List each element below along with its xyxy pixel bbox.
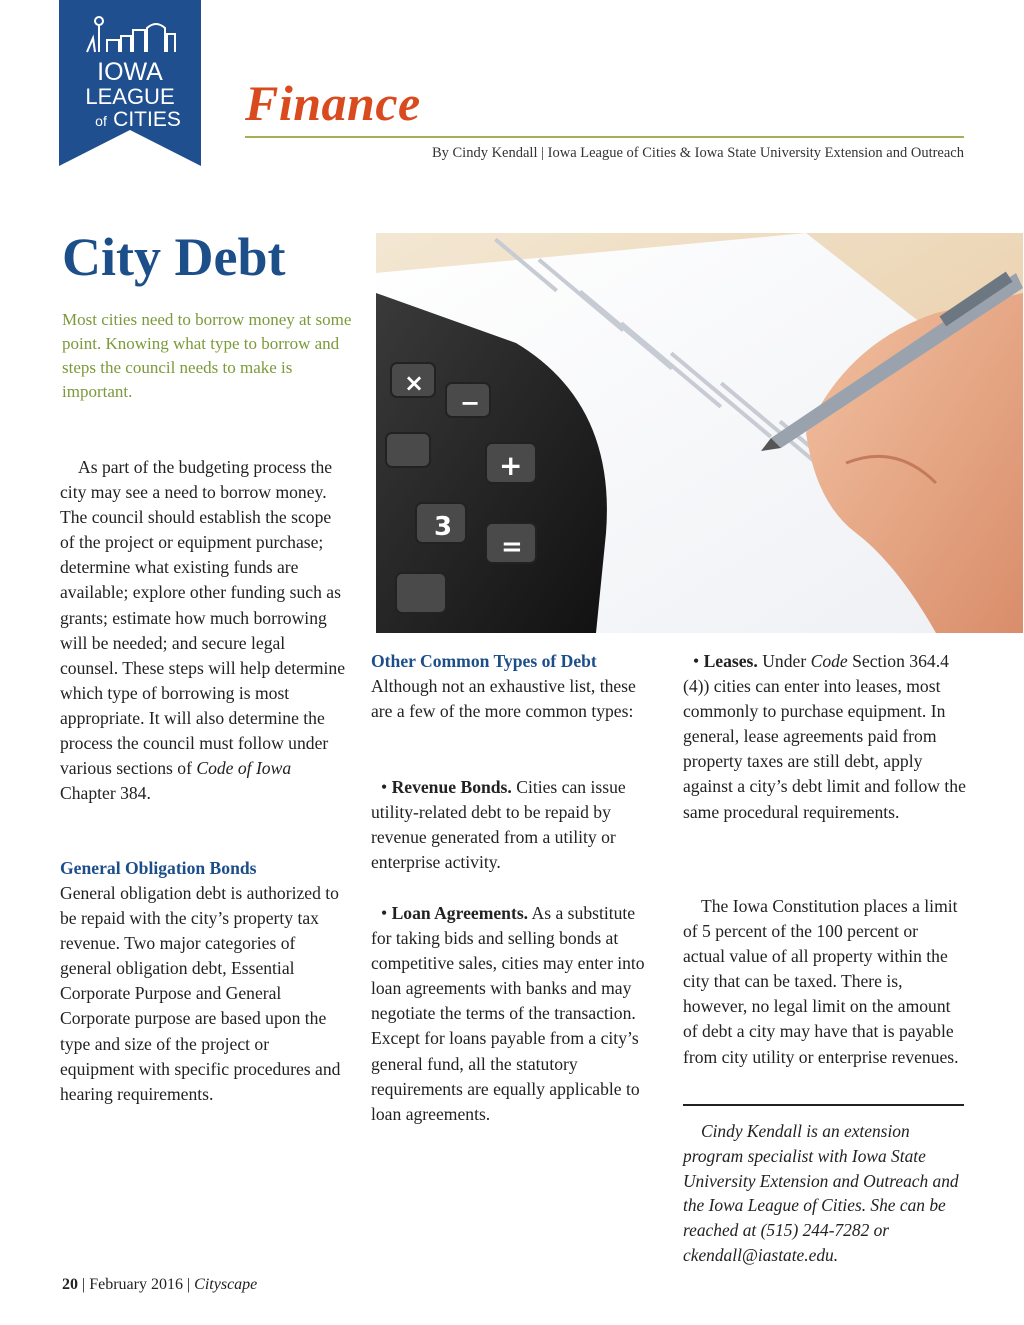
section-title: Finance <box>245 75 421 131</box>
svg-text:3: 3 <box>434 512 453 542</box>
svg-text:+: + <box>499 449 523 482</box>
leases-text-b: Section 364.4 (4)) cities can enter into leases, most commonly to purchase equipment. In general, lease agreements paid from property taxes are still debt, apply against a city’s debt limit and follow the same procedural requirements. <box>683 651 966 822</box>
article-deck: Most cities need to borrow money at some point. Knowing what type to borrow and steps the council needs to make is important. <box>62 310 352 401</box>
header-divider <box>245 136 964 138</box>
intro-text-b: Chapter 384. <box>60 783 151 804</box>
author-bio-text: Cindy Kendall is an extension program specialist with Iowa State University Extension and Outreach and the Iowa League of Cities. She can be reached at (515) 244-7282 or ckendall@iastate.edu. <box>683 1121 959 1265</box>
iowa-league-logo <box>59 0 201 166</box>
intro-paragraph <box>60 455 345 806</box>
revenue-bonds-text: Cities can issue utility-related debt to be repaid by revenue generated from a utility or enterprise activity. <box>371 777 626 873</box>
go-bonds-heading: General Obligation Bonds <box>60 858 257 878</box>
intro-code-reference: Code of Iowa <box>196 758 292 779</box>
bio-divider <box>683 1104 964 1106</box>
footer-publication: Cityscape <box>194 1276 258 1293</box>
logo-line-league: LEAGUE <box>85 84 175 109</box>
footer-date: February 2016 <box>89 1276 183 1293</box>
other-debt-intro: Although not an exhaustive list, these are a few of the more common types: <box>371 676 636 722</box>
loan-agreements-text: As a substitute for taking bids and selling bonds at competitive sales, cities may enter into loan agreements with banks and may negotiate the terms of the transaction. Except for loans payable from a city’s general fund, all the statutory requirements are equally applicable to loan agreements. <box>371 903 645 1124</box>
constitution-paragraph <box>683 894 963 1070</box>
leases-text-a: Under <box>762 651 811 671</box>
go-bonds-paragraph: General obligation debt is authorized to be repaid with the city’s property tax revenue. Two major categories of general obligation debt, Essential Corporate Purpose and General Corporate purpose are based upon the type and size of the project or equipment with specific procedures and hearing requirements. <box>60 883 341 1104</box>
intro-text-a: As part of the budgeting process the city may see a need to borrow money. The council should establish the scope of the project or equipment purchase; determine what existing funds are available; explore other funding such as grants; estimate how much borrowing will be needed; and secure legal counsel. These steps will help determine which type of borrowing is most appropriate. It will also determine the process the council must follow under various sections of <box>60 457 346 779</box>
svg-text:−: − <box>460 389 481 417</box>
loan-agreements-term: Loan Agreements. <box>391 903 529 923</box>
bullet-loan-agreements: • Loan Agreements. As a substitute for taking bids and selling bonds at competitive sales, cities may enter into loan agreements with banks and may negotiate the terms of the transaction. Except for loans payable from a city’s general fund, all the statutory requirements are equally applicable to loan agreements. <box>371 903 645 1124</box>
bullet-leases: • Leases. Under Code Section 364.4 (4)) cities can enter into leases, most commonly to purchase equipment. In general, lease agreements paid from property taxes are still debt, apply against a city’s debt limit and follow the same procedural requirements. <box>683 651 966 822</box>
byline: By Cindy Kendall | Iowa League of Cities & Iowa State University Extension and Outreach <box>431 145 964 161</box>
article-title: City Debt <box>62 227 286 287</box>
footer-separator: | <box>78 1276 90 1293</box>
constitution-text: The Iowa Constitution places a limit of 5 percent of the 100 percent or actual value of all property within the city that can be taxed. There is, however, no legal limit on the amount of debt a city may have that is payable from city utility or enterprise revenues. <box>683 896 959 1067</box>
logo-line-of: of <box>95 113 107 129</box>
svg-text:=: = <box>501 532 523 562</box>
other-debt-heading: Other Common Types of Debt <box>371 651 597 671</box>
leases-term: Leases. <box>703 651 758 671</box>
revenue-bonds-term: Revenue Bonds. <box>391 777 512 797</box>
svg-text:×: × <box>404 369 425 397</box>
logo-line-iowa: IOWA <box>97 58 163 86</box>
logo-line-cities: CITIES <box>113 108 181 131</box>
page-number: 20 <box>62 1276 78 1293</box>
page-footer <box>62 1276 257 1294</box>
calculator-and-pen-photo <box>376 233 1023 633</box>
leases-code-reference: Code <box>810 651 848 671</box>
author-bio <box>683 1119 968 1268</box>
footer-separator: | <box>182 1276 195 1293</box>
bullet-revenue-bonds: • Revenue Bonds. Cities can issue utility-related debt to be repaid by revenue generated from a utility or enterprise activity. <box>371 777 626 873</box>
